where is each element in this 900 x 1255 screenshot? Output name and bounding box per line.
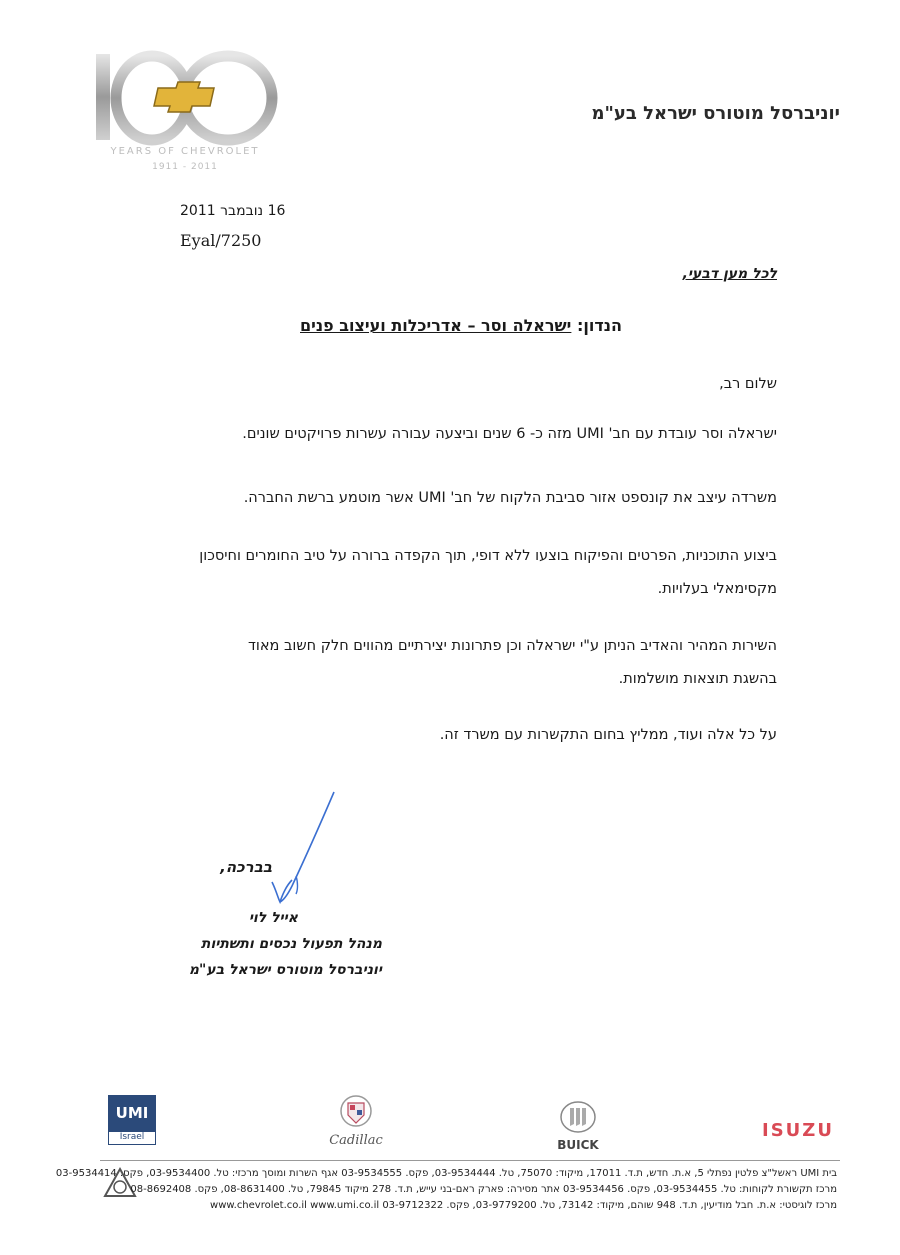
handwritten-signature xyxy=(262,790,342,910)
paragraph-1: ישראלה וסר עובדת עם חב' UMI מזה כ- 6 שנים וביצעה עבורה עשרות פרויקטים שונים. xyxy=(242,426,777,442)
isuzu-logo: ISUZU xyxy=(762,1120,834,1141)
subject-prefix: הנדון: xyxy=(576,316,622,335)
paragraph-3: ביצוע התוכניות, הפרטים והפיקוח בוצעו ללא דופי, תוך הקפדה ברורה על טיב החומרים וחיסכון מקסימאלי בעלויות. xyxy=(199,548,777,597)
buick-wordmark: BUICK xyxy=(557,1138,599,1152)
letter-date: 16 נובמבר 2011 xyxy=(180,203,286,219)
cadillac-crest-icon xyxy=(338,1093,374,1129)
umi-logo-sub: Israel xyxy=(108,1131,156,1145)
recipient-line: לכל מען דבעי, xyxy=(682,266,777,282)
logo-caption: YEARS OF CHEVROLET xyxy=(110,146,260,157)
subject-title: ישראלה וסר – אדריכלות ועיצוב פנים xyxy=(300,316,572,335)
footer-address-line-3: מרכז לוגיסטי: א.ת. חבל מודיעין, ת.ד. 948 שוהם, מיקוד: 73142, טל. 03-9779200, פקס. 03-9712322 www.chevrolet.co.il www.umi.co.il xyxy=(210,1200,837,1211)
paragraph-2: משרדה עיצב את קונספט אזור סביבת הלקוח של חב' UMI אשר מוטמע ברשת החברה. xyxy=(243,490,777,506)
buick-logo xyxy=(548,1100,608,1156)
cadillac-wordmark: Cadillac xyxy=(329,1133,383,1148)
footer-address-line-1: בית UMI ראשל"צ פלטין נפתלי 5, א.ת. חדש, ת.ד. 17011, מיקוד: 75070, טל. 03-9534444, פקס. 03-9534555 אגף השרות ומוסך מרכזי: טל. 03-9534400, פקס. 03-9534414 xyxy=(55,1168,837,1179)
signer-title: מנהל תפעול נכסים ותשתיות xyxy=(200,936,382,952)
signer-name: אייל לוי xyxy=(248,910,298,926)
closing: בברכה, xyxy=(220,858,272,876)
chevrolet-100-logo xyxy=(92,48,282,148)
signer-company: יוניברסל מוטורס ישראל בע"מ xyxy=(188,962,382,978)
paragraph-4: השירות המהיר והאדיב הניתן ע"י ישראלה וכן פתרונות יצירתיים מהווים חלק חשוב מאוד בהשגת תוצאות מושלמות. xyxy=(247,638,777,687)
paragraph-5: על כל אלה ועוד, ממליץ בחום התקשרות עם משרד זה. xyxy=(439,727,777,743)
footer-address-line-2: מרכז תקשורת לקוחות: טל. 03-9534455, פקס. 03-9534456 אתר מסירה: פארק ראם-בני עייש, ת.ד. 278 מיקוד 79845, טל. 08-8631400, פקס. 08-8692408 xyxy=(130,1184,837,1195)
umi-logo xyxy=(108,1095,156,1147)
logo-years: 1911 - 2011 xyxy=(152,162,218,172)
buick-shield-icon xyxy=(559,1100,597,1134)
company-header: יוניברסל מוטורס ישראל בע"מ xyxy=(591,103,840,124)
greeting: שלום רב, xyxy=(719,376,777,392)
subject-line xyxy=(300,316,622,335)
reference-number: Eyal/7250 xyxy=(180,231,262,250)
cadillac-logo xyxy=(318,1093,394,1157)
footer-divider xyxy=(100,1160,840,1161)
umi-logo-mark: UMI xyxy=(108,1095,156,1131)
